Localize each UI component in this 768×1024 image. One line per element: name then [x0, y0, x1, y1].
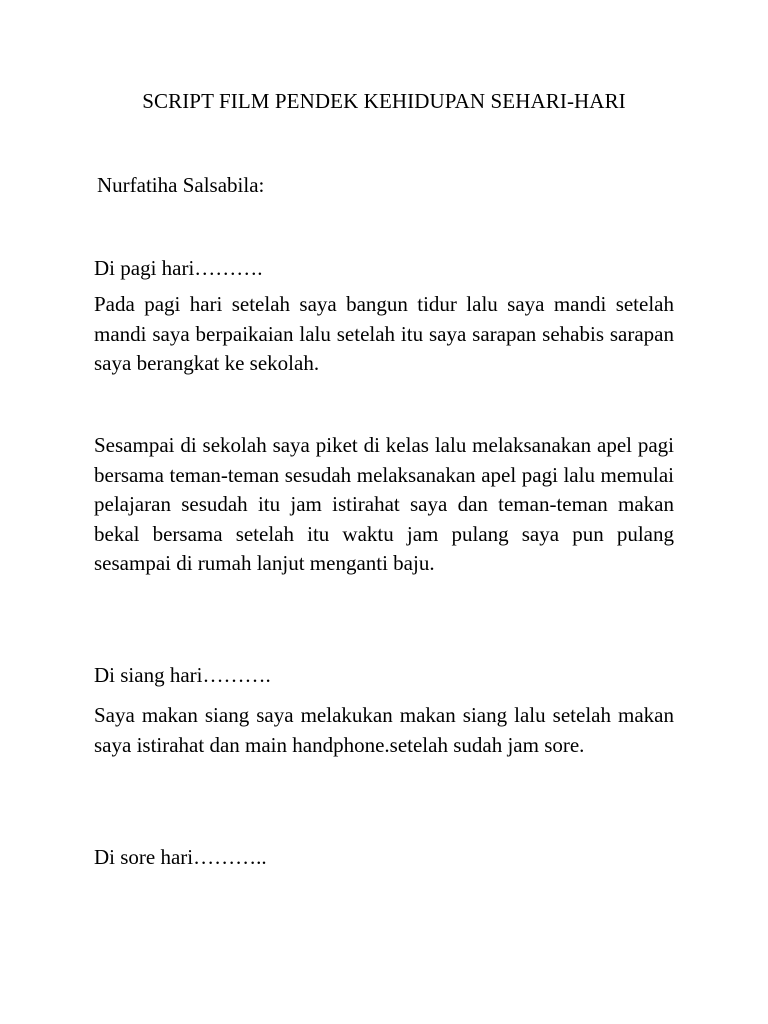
section-heading-morning: Di pagi hari……….	[94, 256, 263, 280]
paragraph-morning: Pada pagi hari setelah saya bangun tidur lalu saya mandi setelah mandi saya berpaikaian lalu setelah itu saya sarapan sehabis sarapan saya berangkat ke sekolah.	[94, 292, 674, 375]
document-title: SCRIPT FILM PENDEK KEHIDUPAN SEHARI-HARI	[142, 89, 626, 113]
section-heading-evening: Di sore hari………..	[94, 845, 267, 869]
paragraph-school: Sesampai di sekolah saya piket di kelas lalu melaksanakan apel pagi bersama teman-teman sesudah melaksanakan apel pagi lalu memulai pelajaran sesudah itu jam istirahat saya dan teman-teman makan bekal bersama setelah itu waktu jam pulang saya pun pulang sesampai di rumah lanjut menganti baju.	[94, 433, 674, 575]
section-heading-noon: Di siang hari……….	[94, 663, 271, 687]
paragraph-noon: Saya makan siang saya melakukan makan siang lalu setelah makan saya istirahat dan main handphone.setelah sudah jam sore.	[94, 703, 674, 757]
author-name: Nurfatiha Salsabila:	[97, 173, 265, 197]
